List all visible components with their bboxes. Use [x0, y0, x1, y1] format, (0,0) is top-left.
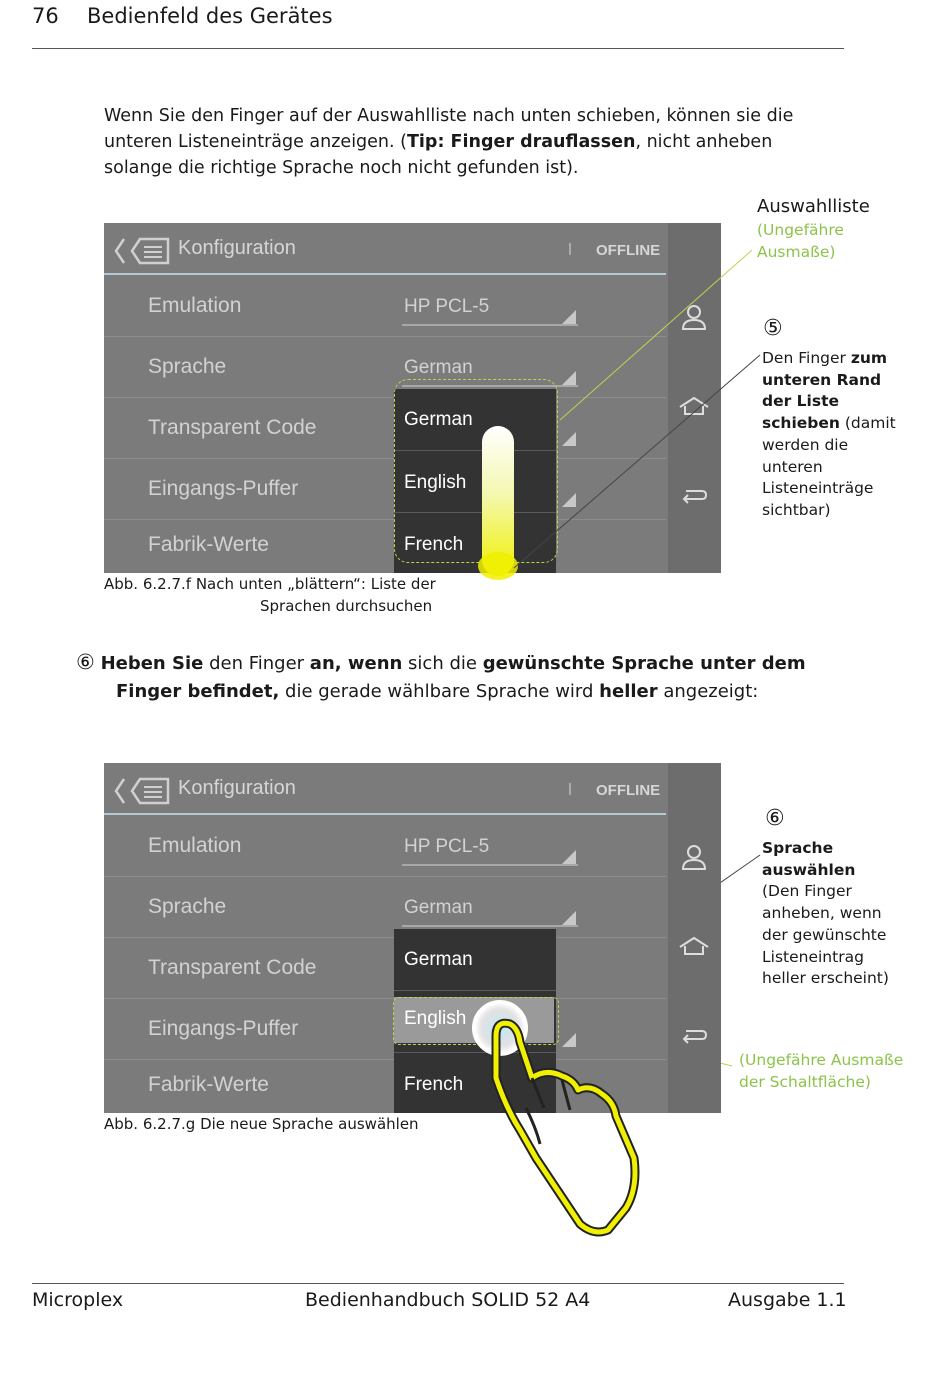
step-5-bold: zum unteren Rand der Liste schieben [762, 349, 888, 433]
note-ungefaehre-ausmasse: (Ungefähre Ausmaße) [757, 221, 844, 261]
row-label-sprache: Sprache [148, 355, 227, 378]
step-6-bold-4: Finger befindet, [116, 681, 280, 702]
dropdown-option-german[interactable]: German [404, 949, 473, 970]
tapping-hand-icon [466, 998, 666, 1238]
dropdown-option-french[interactable]: French [404, 534, 464, 555]
dropdown-option-german[interactable]: German [404, 409, 473, 430]
row-value-emulation: HP PCL-5 [404, 296, 490, 317]
status-offline: OFFLINE [596, 782, 661, 799]
row-label-emulation: Emulation [148, 294, 242, 317]
row-label-sprache: Sprache [148, 895, 227, 918]
status-offline: OFFLINE [596, 242, 661, 259]
row-label-transparent-code: Transparent Code [148, 416, 317, 439]
dropdown-option-english[interactable]: English [404, 1008, 467, 1029]
dropdown-option-english[interactable]: English [404, 472, 467, 493]
figure1-caption-line1: Abb. 6.2.7.f Nach unten „blättern“: Liste der [104, 575, 436, 593]
step-5-symbol: ⑤ [763, 316, 783, 341]
step-6-bold-3: gewünschte Sprache unter dem [482, 653, 806, 674]
row-label-eingangs-puffer: Eingangs-Puffer [148, 477, 299, 500]
footer-rule [32, 1283, 844, 1284]
value-underline [402, 864, 578, 866]
row-label-fabrik-werte: Fabrik-Werte [148, 533, 269, 556]
step-5-text-1: Den Finger [762, 349, 851, 367]
footer-center: Bedienhandbuch SOLID 52 A4 [305, 1289, 591, 1311]
step-5-text [762, 348, 912, 522]
step-6-side-text [762, 838, 912, 990]
step-6-text-3: die gerade wählbare Sprache wird [279, 681, 600, 702]
intro-tip: Tip: Finger drauflassen [406, 132, 636, 152]
row-value-emulation: HP PCL-5 [404, 836, 490, 857]
step-5-text-2: (damit werden die unteren Listeneinträge sichtbar) [762, 414, 896, 519]
page-header-title: Bedienfeld des Gerätes [87, 4, 333, 28]
page-number: 76 [32, 4, 59, 28]
footer-left: Microplex [32, 1289, 124, 1311]
home-icon[interactable] [678, 935, 710, 957]
step-6-text-4: angezeigt: [657, 681, 759, 702]
row-label-transparent-code: Transparent Code [148, 956, 317, 979]
step-6-symbol: ⑥ [76, 650, 95, 674]
value-underline [402, 925, 578, 927]
step-6-bold-5: heller [599, 681, 658, 702]
step-6-text-2: sich die [402, 653, 483, 674]
step-6-side-symbol: ⑥ [765, 806, 785, 831]
note-auswahlliste: Auswahlliste [757, 196, 870, 217]
screen-title: Konfiguration [178, 777, 296, 799]
dropdown-separator [394, 990, 556, 991]
step-6-bold-1: Heben Sie [100, 653, 204, 674]
dropdown-corner-icon [562, 850, 576, 864]
back-menu-icon [110, 773, 176, 811]
row-label-eingangs-puffer: Eingangs-Puffer [148, 1017, 299, 1040]
title-divider [569, 783, 571, 795]
footer-right: Ausgabe 1.1 [728, 1289, 847, 1311]
step-6-bold-2: an, wenn [309, 653, 403, 674]
step-6-text-1: den Finger [203, 653, 310, 674]
dropdown-corner-icon [562, 911, 576, 925]
step-6-side-bold: Sprache auswählen [762, 839, 856, 879]
dropdown-option-french[interactable]: French [404, 1074, 464, 1095]
row-label-emulation: Emulation [148, 834, 242, 857]
note-button-extent: (Ungefähre Ausmaße der Schaltfläche) [739, 1051, 904, 1091]
row-value-sprache: German [404, 897, 473, 918]
step-6-side-desc: (Den Finger anheben, wenn der gewünschte Listeneintrag heller erscheint) [762, 882, 889, 988]
row-value-sprache: German [404, 357, 473, 378]
row-label-fabrik-werte: Fabrik-Werte [148, 1073, 269, 1096]
figure2-caption: Abb. 6.2.7.g Die neue Sprache auswählen [104, 1115, 419, 1133]
user-icon[interactable] [680, 843, 708, 871]
intro-text-1: Wenn Sie den Finger auf der Auswahlliste nach unten schieben, können sie die unteren Listeneinträge anzeigen. ( [104, 106, 794, 152]
screen-title: Konfiguration [178, 237, 296, 259]
figure1-caption-line2: Sprachen durchsuchen [260, 597, 433, 615]
intro-text-2: , nicht anheben solange die richtige Sprache noch nicht gefunden ist). [104, 132, 773, 178]
step-6-paragraph [76, 648, 876, 706]
return-icon[interactable] [680, 1025, 708, 1045]
